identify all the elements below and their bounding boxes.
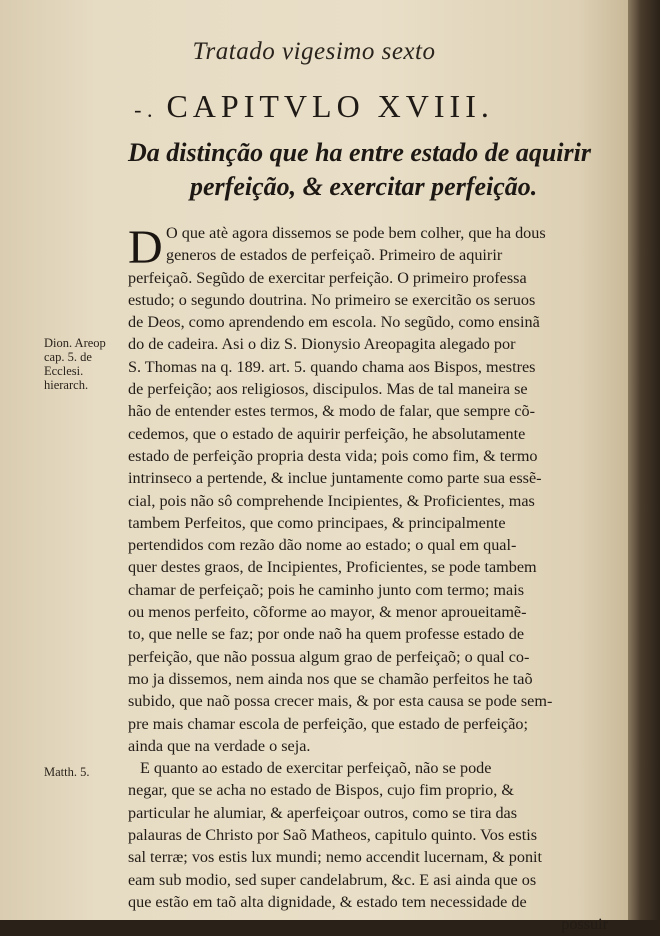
text-line: particular he alumiar, & aperfeiçoar outros, como se tira das [128, 803, 518, 822]
text-line: pertendidos com rezão dão nome ao estado; o qual em qual- [128, 536, 517, 555]
text-line: intrinseco a pertende, & inclue juntamente como parte sua essẽ- [128, 469, 542, 488]
text-line: mo ja dissemos, nem ainda nos que se chamão perfeitos he taõ [128, 669, 533, 688]
margin-note-matthew: Matth. 5. [44, 765, 90, 779]
catchword: possuir [561, 915, 608, 934]
title-line-1: Da distinção que ha entre estado de aquirir [128, 138, 591, 167]
text-line: chamar de perfeiçaõ; pois he caminho junto com termo; mais [128, 580, 525, 599]
text-line: que estão em taõ alta dignidade, & estado tem necessidade de [128, 892, 527, 911]
text-line: do de cadeira. Asi o diz S. Dionysio Areopagita alegado por [128, 335, 516, 354]
text-line: tambem Perfeitos, que como principaes, & principalmente [128, 513, 506, 532]
text-line: perfeiçaõ. Segũdo de exercitar perfeição. O primeiro professa [128, 268, 527, 287]
text-line: O que atè agora dissemos se pode bem colher, que ha dous [166, 224, 546, 242]
text-line: ainda que na verdade o seja. [128, 736, 311, 755]
text-line: estado de perfeição propria desta vida; pois como fim, & termo [128, 446, 538, 465]
chapter-dots: - . [134, 96, 153, 122]
chapter-label: CAPITVLO XVIII. [166, 88, 494, 124]
text-line: de Deos, como aprendendo em escola. No segũdo, como ensinã [128, 313, 540, 332]
text-line: generos de estados de perfeiçaõ. Primeiro de aquirir [166, 246, 503, 265]
text-line: palauras de Christo por Saõ Matheos, capitulo quinto. Vos estis [128, 826, 537, 845]
chapter-heading [0, 88, 628, 125]
text-line: pre mais chamar escola de perfeição, que estado de perfeição; [128, 714, 528, 733]
text-line: negar, que se acha no estado de Bispos, cujo fim proprio, & [128, 781, 514, 800]
text-line: cedemos, que o estado de aquirir perfeição, he absolutamente [128, 424, 526, 443]
running-head: Tratado vigesimo sexto [192, 38, 436, 65]
text-line: quer destes graos, de Incipientes, Proficientes, se pode tambem [128, 558, 537, 577]
text-line: estudo; o segundo doutrina. No primeiro se exercitão os seruos [128, 290, 536, 309]
text-line: ou menos perfeito, cõforme ao mayor, & menor aproueitamẽ- [128, 603, 527, 622]
text-line: S. Thomas na q. 189. art. 5. quando chama aos Bispos, mestres [128, 357, 536, 376]
body-text [128, 222, 608, 936]
text-line: sal terræ; vos estis lux mundi; nemo accendit lucernam, & ponit [128, 848, 543, 867]
chapter-title [128, 136, 603, 204]
drop-cap: D [128, 221, 163, 274]
text-line: to, que nelle se faz; por onde naõ ha quem professe estado de [128, 625, 525, 644]
text-line: hão de entender estes termos, & modo de falar, que sempre cõ- [128, 402, 536, 421]
text-line: cial, pois não sô comprehende Incipientes, & Proficientes, mas [128, 491, 535, 510]
text-line: perfeição, que não possua algum grao de perfeiçaõ; o qual co- [128, 647, 530, 666]
text-line: E quanto ao estado de exercitar perfeiçaõ, não se pode [140, 759, 492, 778]
text-line: eam sub modio, sed super candelabrum, &c. E asi ainda que os [128, 870, 537, 889]
margin-note-dionysius: Dion. Areop cap. 5. de Ecclesi. hierarch. [44, 336, 106, 392]
text-line: de perfeição; aos religiosos, discipulos. Mas de tal maneira se [128, 380, 528, 399]
title-line-2: perfeição, & exercitar perfeição. [190, 172, 538, 201]
text-line: subido, que naõ possa crecer mais, & por esta causa se pode sem- [128, 692, 553, 711]
book-gutter [628, 0, 660, 920]
